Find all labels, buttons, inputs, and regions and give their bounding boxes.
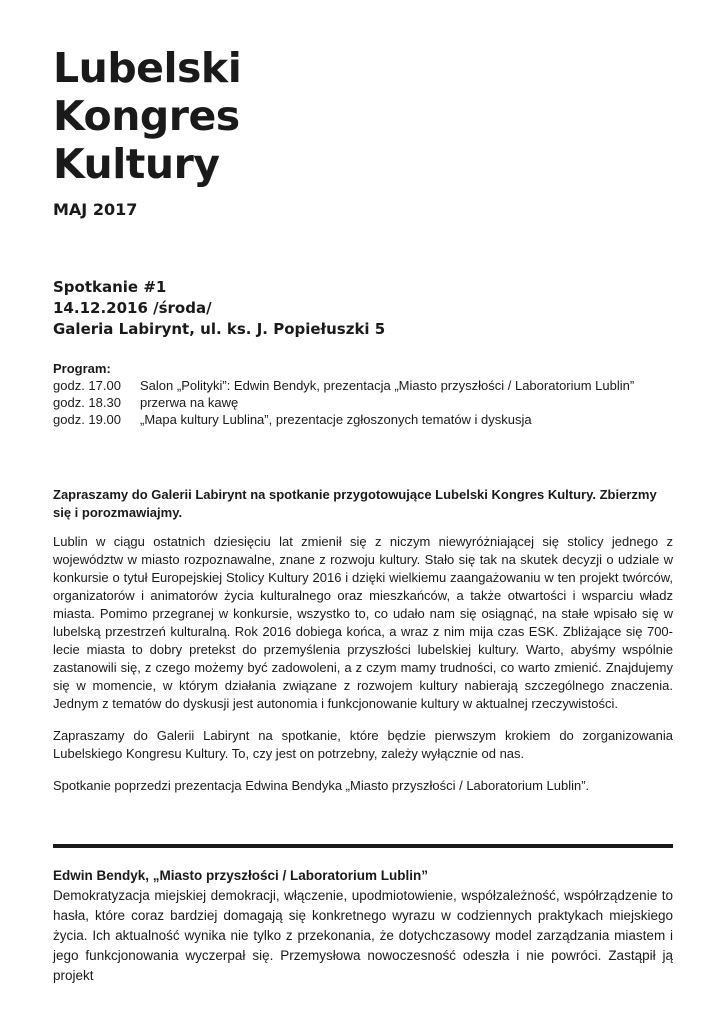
program-row <box>53 394 673 411</box>
presentation-heading: Edwin Bendyk, „Miasto przyszłości / Laboratorium Lublin” <box>53 868 429 883</box>
intro-paragraph: Spotkanie poprzedzi prezentacja Edwina Bendyka „Miasto przyszłości / Laboratorium Lublin”. <box>53 778 590 793</box>
presentation-text: Demokratyzacja miejskiej demokracji, włączenie, upodmiotowienie, współzależność, współrządzenie to hasła, które coraz bardziej domagają się konkretnego wyrazu w codziennych praktykach miejskiego życia. Ich aktualność wynika nie tylko z przekonania, że dotychczasowy model zarządzania miastem i jego funkcjonowania wyczerpał się. Przemysłowa nowoczesność odeszła i nie powróci. Zastąpił ją projekt <box>53 888 673 983</box>
program-heading: Program: <box>53 361 111 376</box>
title-line: Kongres <box>53 92 240 140</box>
intro-paragraph: Lublin w ciągu ostatnich dziesięciu lat zmienił się z niczym niewyróżniającej się stolicy jednego z województw w miasto rozpoznawalne, znane z rozwoju kultury. Stało się tak na skutek decyzji o udziale w konkursie o tytuł Europejskiej Stolicy Kultury 2016 i dzięki wielkiemu zaangażowaniu w ten projekt twórców, organizatorów i animatorów życia kulturalnego oraz mieszkańców, a także otwartości i wsparciu władz miasta. Pomimo przegranej w konkursie, wszystko to, co udało nam się osiągnąć, na stałe wpisało się w lubelską przestrzeń kulturalną. Rok 2016 dobiega końca, a wraz z nim mija czas ESK. Zbliżające się 700-lecie miasta to dobry pretekst do przemyślenia przyszłości lubelskiej kultury. Warto, abyśmy wspólnie zastanowili się, z czego możemy być zadowoleni, a z czym mamy trudności, co warto zmienić. Znajdujemy się w momencie, w którym działania związane z rozwojem kultury nabierają szczególnego znaczenia. Jednym z tematów do dyskusji jest autonomia i funkcjonowanie kultury w aktualnej rzeczywistości. <box>53 534 673 711</box>
page-title <box>53 44 673 188</box>
program-time: godz. 17.00 <box>53 378 121 393</box>
program-description: Salon „Polityki”: Edwin Bendyk, prezentacja „Miasto przyszłości / Laboratorium Lublin” <box>140 378 635 393</box>
intro-lead: Zapraszamy do Galerii Labirynt na spotkanie przygotowujące Lubelski Kongres Kultury. Zbierzmy się i porozmawiajmy. <box>53 487 657 520</box>
intro-paragraph: Zapraszamy do Galerii Labirynt na spotkanie, które będzie pierwszym krokiem do zorganizowania Lubelskiego Kongresu Kultury. To, czy jest on potrzebny, zależy wyłącznie od nas. <box>53 728 673 761</box>
title-line: Kultury <box>53 140 220 188</box>
program-row <box>53 377 673 394</box>
program-description: „Mapa kultury Lublina”, prezentacje zgłoszonych tematów i dyskusja <box>140 412 532 427</box>
meeting-date: 14.12.2016 /środa/ <box>53 299 212 317</box>
program-row <box>53 411 673 428</box>
program-section <box>53 360 673 428</box>
document-page <box>53 44 673 983</box>
meeting-info <box>53 277 385 340</box>
title-line: Lubelski <box>53 44 242 92</box>
meeting-place: Galeria Labirynt, ul. ks. J. Popiełuszki 5 <box>53 320 386 338</box>
program-time: godz. 19.00 <box>53 412 121 427</box>
presentation-section <box>53 866 673 986</box>
intro-section <box>53 486 673 809</box>
program-description: przerwa na kawę <box>140 395 239 410</box>
program-time: godz. 18.30 <box>53 395 121 410</box>
section-divider <box>53 844 673 848</box>
meeting-name: Spotkanie #1 <box>53 278 167 296</box>
page-subtitle: MAJ 2017 <box>53 200 138 219</box>
